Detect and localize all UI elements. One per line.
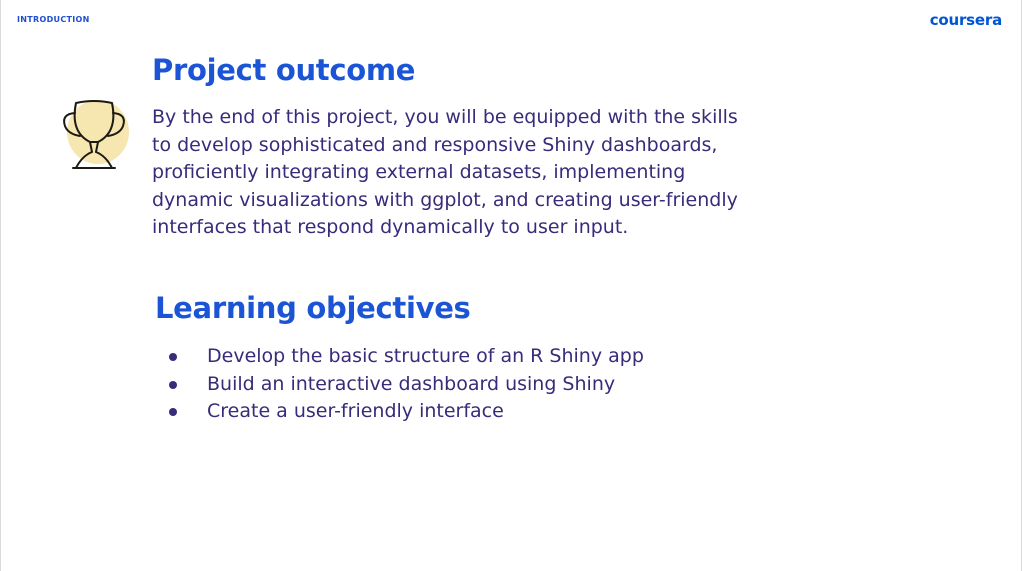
section-label: INTRODUCTION: [17, 15, 90, 24]
list-item: [167, 371, 644, 399]
coursera-logo: coursera: [929, 11, 1002, 29]
list-item: [167, 343, 644, 371]
trophy-icon: [56, 98, 132, 174]
list-item: [167, 398, 644, 426]
bullet-icon: [169, 408, 177, 416]
learning-objectives-list: [167, 343, 644, 426]
learning-objectives-heading: Learning objectives: [155, 291, 471, 325]
list-item-text: Create a user-friendly interface: [207, 400, 504, 422]
list-item-text: Build an interactive dashboard using Shiny: [207, 372, 616, 395]
bullet-icon: [169, 353, 177, 361]
list-item-text: Develop the basic structure of an R Shiny app: [207, 345, 644, 367]
project-outcome-text: By the end of this project, you will be equipped with the skills to develop sophisticated and responsive Shiny dashboards, proficiently integrating external datasets, implementing dynamic visualizations with ggplot, and creating user-friendly interfaces that respond dynamically to user input.: [152, 106, 738, 238]
bullet-icon: [169, 381, 177, 389]
project-outcome-heading: Project outcome: [152, 53, 416, 87]
